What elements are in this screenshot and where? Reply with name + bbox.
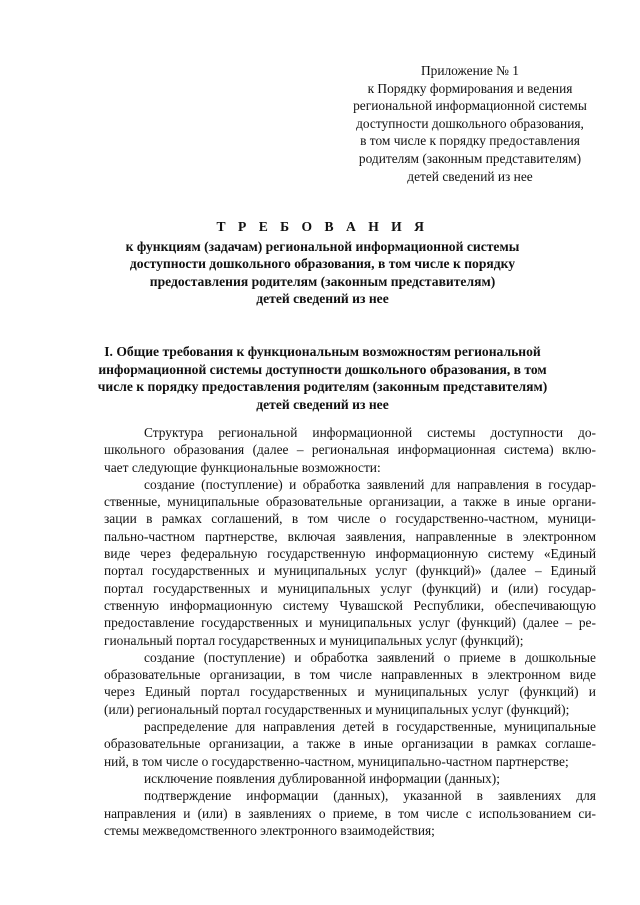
body-line: чает следующие функциональные возможности: [104,459,381,475]
document-title [60,218,585,308]
title-line: предоставления родителям (законным представителям) [149,273,496,289]
body-line: распределение для направления детей в государственные, муниципальные [144,719,596,735]
body-line: направления и (или) в заявлениях о приеме, в том числе с использованием си- [104,805,596,821]
section-heading [60,343,585,413]
title-heading: Т Р Е Б О В А Н И Я [216,219,429,234]
body-line: зации в рамках соглашений, в том числе о государственно-частном, муници- [104,511,596,527]
body-line: подтверждение информации (данных), указанной в заявлениях для [144,788,596,804]
body-line: создание (поступление) и обработка заявлений о приеме в дошкольные [144,649,596,665]
body-line: создание (поступление) и обработка заявлений для направления в государ- [144,476,596,492]
title-line: доступности дошкольного образования, в том числе к порядку [129,256,516,272]
section-line: числе к порядку предоставления родителям (законным представителям) [97,379,548,395]
appendix-line: родителям (законным представителям) [358,150,582,166]
body-line: портал государственных и муниципальных услуг (функций)» (далее – Единый [104,563,596,579]
body-line: ственную информационную систему Чувашской Республики, обеспечивающую [104,597,596,613]
appendix-line: в том числе к порядку предоставления [360,133,580,149]
appendix-line: Приложение № 1 [420,63,520,78]
body-line: ственные, муниципальные образовательные организации, а также в иные органи- [104,494,596,510]
body-line: пально-частном партнерстве, включая заявления, направленные в электронном [104,528,596,544]
body-line: ний, в том числе о государственно-частном, муниципально-частном партнерстве; [104,753,569,769]
body-line: стемы межведомственного электронного взаимодействия; [104,822,435,838]
body-line: гиональный портал государственных и муниципальных услуг (функций); [104,632,524,648]
body-line: образовательные организации, а также в иные организации в рамках соглаше- [104,736,596,752]
section-line: информационной системы доступности дошкольного образования, в том [98,361,547,377]
appendix-line: детей сведений из нее [407,168,533,184]
body-line: образовательные организации, в том числе направленных в электронном виде [104,667,596,683]
appendix-header [345,62,595,185]
body-line: предоставление государственных и муниципальных услуг (функций) (далее – ре- [104,615,596,631]
body-text [104,424,596,839]
body-line: портал государственных и муниципальных услуг (функций) и (или) государ- [104,580,596,596]
body-line: школьного образования (далее – региональная информационная система) вклю- [104,442,596,458]
body-line: через Единый портал государственных и муниципальных услуг (функций) и [104,684,596,700]
body-line: Структура региональной информационной системы доступности до- [144,425,596,440]
title-line: детей сведений из нее [256,291,389,307]
appendix-line: региональной информационной системы [353,98,587,114]
body-line: виде через федеральную государственную информационную систему «Единый [104,546,596,562]
section-line: детей сведений из нее [256,396,389,412]
body-line: исключение появления дублированной информации (данных); [144,770,500,786]
title-line: к функциям (задачам) региональной информационной системы [125,238,520,254]
body-line: (или) региональный портал государственных и муниципальных услуг (функций); [104,701,570,717]
appendix-line: доступности дошкольного образования, [356,115,584,131]
appendix-line: к Порядку формирования и ведения [367,80,573,96]
section-line: I. Общие требования к функциональным возможностям региональной [104,344,541,359]
